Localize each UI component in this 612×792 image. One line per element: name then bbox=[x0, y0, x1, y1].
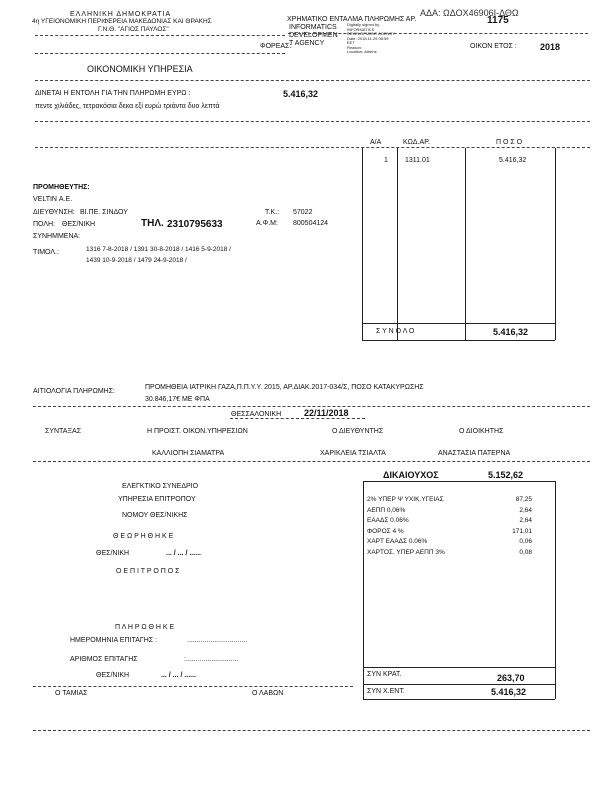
deduction-label: ΑΕΠΠ 0,06% bbox=[367, 506, 406, 514]
audit-line-1: ΕΛΕΓΚΤΙΚΟ ΣΥΝΕΔΡΙΟ bbox=[122, 483, 199, 490]
afm-value: 800504124 bbox=[293, 220, 329, 227]
digital-signature-stamp bbox=[347, 23, 395, 55]
phone-label: ΤΗΛ. bbox=[141, 218, 164, 229]
governor-title: Ο ΔΙΟΙΚΗΤΗΣ bbox=[459, 428, 504, 435]
stamp-line: Reason: bbox=[347, 44, 362, 50]
deduction-value: 171,01 bbox=[512, 527, 532, 535]
place: ΘΕΣΣΑΛΟΝΙΚΗ bbox=[231, 411, 282, 418]
supplier-name: VELTIN Α.Ε. bbox=[33, 196, 73, 203]
deduction-value: 2,64 bbox=[519, 506, 532, 514]
sum-total-value: 5.416,32 bbox=[491, 687, 527, 697]
deduction-value: 0,08 bbox=[519, 548, 532, 556]
col-poso-header: Π Ο Σ Ο bbox=[496, 139, 523, 146]
audit-city: ΘΕΣ/ΝΙΚΗ bbox=[96, 550, 130, 557]
deduction-label: ΧΑΡΤΟΣ. ΥΠΕΡ ΑΕΠΠ 3% bbox=[367, 548, 445, 556]
phone-value: 2310795633 bbox=[167, 219, 223, 230]
attached-label: ΣΥΝΗΜΜΕΝΑ: bbox=[33, 233, 81, 240]
payment-paid: Π Λ Η Ρ Ω Θ Η Κ Ε bbox=[115, 624, 175, 631]
deduction-value: 0,06 bbox=[519, 538, 532, 545]
row-poso: 5.416,32 bbox=[499, 157, 527, 164]
stamp-line: Digitally signed by bbox=[347, 22, 380, 27]
row-kae: 1311.01 bbox=[405, 157, 430, 164]
city-value: ΘΕΣ/ΝΙΚΗ bbox=[62, 221, 96, 228]
deduction-label: ΕΑΑΔΣ 0.06% bbox=[367, 517, 409, 524]
overlay-label-3: T AGENCY bbox=[289, 40, 325, 47]
beneficiary-value: 5.152,62 bbox=[488, 470, 524, 480]
deductions-values bbox=[490, 495, 532, 558]
justification-line-1: ΠΡΟΜΗΘΕΙΑ ΙΑΤΡΙΚΗ ΓΑΖΑ,Π.Π.Υ.Υ. 2015, ΑΡ.ΔΙΑΚ.2017-034/Σ, ΠΟΣΟ ΚΑΤΑΚΥΡΩΣΗΣ bbox=[145, 384, 424, 391]
receiver-label: Ο ΛΑΒΩΝ bbox=[252, 690, 284, 697]
audit-commissioner: Ο Ε Π Ι Τ Ρ Ο Π Ο Σ bbox=[116, 568, 180, 575]
justification-line-2: 30.846,17€ ΜΕ ΦΠΑ bbox=[145, 396, 210, 403]
fiscal-year-label: ΟΙΚΟΝ ΕΤΟΣ : bbox=[470, 43, 517, 50]
audit-date-blank: ... / ... / ...... bbox=[166, 550, 202, 557]
date: 22/11/2018 bbox=[304, 408, 349, 418]
col-aa-header: Α/Α bbox=[370, 139, 382, 146]
audit-line-2: ΥΠΗΡΕΣΙΑ ΕΠΙΤΡΟΠΟΥ bbox=[118, 496, 196, 503]
deduction-label: ΧΑΡΤ ΕΑΑΔΣ 0.06% bbox=[367, 538, 428, 545]
finance-head-name: ΚΑΛΛΙΟΠΗ ΣΙΑΜΑΤΡΑ bbox=[152, 450, 225, 457]
org-region: 4η ΥΓΕΙΟΝΟΜΙΚΗ ΠΕΡΙΦΕΡΕΙΑ ΜΑΚΕΔΟΝΙΑΣ ΚΑΙ ΘΡΑΚΗΣ bbox=[32, 18, 212, 25]
deductions-labels bbox=[367, 495, 445, 558]
sum-total-label: ΣΥΝ Χ.ΕΝΤ. bbox=[367, 688, 405, 695]
payment-date-label: ΗΜΕΡΟΜΗΝΙΑ ΕΠΙΤΑΓΗΣ : bbox=[70, 637, 158, 644]
stamp-line: DEVELOPMENT AGENCY bbox=[347, 31, 395, 36]
governor-name: ΑΝΑΣΤΑΣΙΑ ΠΑΤΕΡΝΑ bbox=[438, 450, 511, 457]
order-amount-words: πεντε χιλιάδες, τετρακόσια δεκα εξί ευρώ τριάντα δυο λεπτά bbox=[35, 103, 220, 110]
foreas-label: ΦΟΡΕΑΣ: bbox=[260, 43, 292, 50]
doc-number: 1175 bbox=[487, 15, 509, 26]
city-label: ΠΟΛΗ: bbox=[33, 221, 56, 228]
audit-line-3: ΝΟΜΟΥ ΘΕΣ/ΝΙΚΗΣ bbox=[122, 512, 188, 519]
invoices-line-1: 1316 7-8-2018 / 1391 30-8-2018 / 1416 5-9-2018 / bbox=[86, 246, 231, 253]
sum-deductions-value: 263,70 bbox=[497, 673, 525, 683]
deduction-value: 87,25 bbox=[515, 496, 532, 503]
service-name: ΟΙΚΟΝΟΜΙΚΗ ΥΠΗΡΕΣΙΑ bbox=[87, 64, 193, 74]
doc-title: ΧΡΗΜΑΤΙΚΟ ΕΝΤΑΛΜΑ ΠΛΗΡΩΜΗΣ ΑΡ. bbox=[287, 16, 417, 23]
payment-city-blank: ... / ... / ...... bbox=[161, 672, 197, 679]
address-value: ΒΙ.ΠΕ. ΣΙΝΔΟΥ bbox=[80, 209, 128, 216]
cashier-label: Ο ΤΑΜΙΑΣ bbox=[55, 690, 88, 697]
stamp-line: INFORMATICS bbox=[347, 26, 375, 32]
total-label: Σ Υ Ν Ο Λ Ο bbox=[376, 328, 415, 335]
invoices-line-2: 1439 10-9-2018 / 1479 24-9-2018 / bbox=[86, 257, 187, 264]
director-title: Ο ΔΙΕΥΘΥΝΤΗΣ bbox=[332, 428, 384, 435]
overlay-label-2: DEVELOPMEN bbox=[289, 32, 338, 39]
address-label: ΔΙΕΥΘΥΝΣΗ: bbox=[33, 209, 75, 216]
row-aa: 1 bbox=[384, 157, 388, 164]
afm-label: Α.Φ.Μ: bbox=[256, 220, 278, 227]
justification-label: ΑΙΤΙΟΛΟΓΙΑ ΠΛΗΡΩΜΗΣ: bbox=[33, 388, 116, 395]
order-amount: 5.416,32 bbox=[283, 89, 319, 99]
tk-value: 57022 bbox=[293, 209, 313, 216]
invoices-label: ΤΙΜΟΛ.: bbox=[33, 249, 59, 256]
stamp-line: Location: Athens bbox=[347, 49, 377, 54]
composer-title: ΣΥΝΤΑΞΑΣ bbox=[45, 428, 82, 435]
col-kae-header: ΚΩΔ.ΑΡ. bbox=[403, 139, 430, 146]
supplier-heading: ΠΡΟΜΗΘΕΥΤΗΣ: bbox=[33, 184, 90, 191]
payment-date-blank: ............................... bbox=[187, 637, 248, 644]
payment-city: ΘΕΣ/ΝΙΚΗ bbox=[96, 672, 130, 679]
director-name: ΧΑΡΙΚΛΕΙΑ ΤΣΙΑΛΤΑ bbox=[320, 450, 386, 457]
total-value: 5.416,32 bbox=[493, 327, 529, 337]
beneficiary-label: ΔΙΚΑΙΟΥΧΟΣ bbox=[383, 470, 439, 480]
fiscal-year-value: 2018 bbox=[540, 42, 561, 52]
payment-number-label: ΑΡΙΘΜΟΣ ΕΠΙΤΑΓΗΣ bbox=[70, 656, 138, 663]
overlay-label-1: INFORMATICS bbox=[289, 24, 337, 31]
signature-overlay bbox=[289, 24, 338, 48]
org-country: ΕΛΛΗΝΙΚΗ ΔΗΜΟΚΡΑΤΙΑ bbox=[70, 11, 172, 18]
order-label: ΔΙΝΕΤΑΙ Η ΕΝΤΟΛΗ ΓΙΑ ΤΗΝ ΠΛΗΡΩΜΗ ΕΥΡΩ : bbox=[35, 90, 191, 97]
tk-label: Τ.Κ.: bbox=[265, 209, 280, 216]
ada-number: ΑΔΑ: ΩΔΟΧ46906Ι-ΔΘΩ bbox=[420, 8, 519, 18]
deduction-label: 2% ΥΠΕΡ Ψ ΥΧΙΚ.ΥΓΕΙΑΣ bbox=[367, 496, 444, 503]
finance-head-title: Η ΠΡΟΙΣΤ. ΟΙΚΟΝ.ΥΠΗΡΕΣΙΩΝ bbox=[147, 428, 248, 435]
payment-number-blank: :........................... bbox=[184, 656, 239, 663]
sum-deductions-label: ΣΥΝ ΚΡΑΤ. bbox=[367, 671, 402, 678]
deduction-value: 2,64 bbox=[519, 517, 532, 524]
org-hospital: Γ.Ν.Θ. "ΑΓΙΟΣ ΠΑΥΛΟΣ" bbox=[98, 26, 169, 33]
deduction-label: ΦΟΡΟΣ 4 % bbox=[367, 527, 404, 535]
stamp-line: EET bbox=[347, 40, 355, 45]
stamp-line: Date: 2018.11.29 08:59 bbox=[347, 35, 389, 41]
audit-endorsed: Θ Ε Ω Ρ Η Θ Η Κ Ε bbox=[113, 533, 174, 540]
